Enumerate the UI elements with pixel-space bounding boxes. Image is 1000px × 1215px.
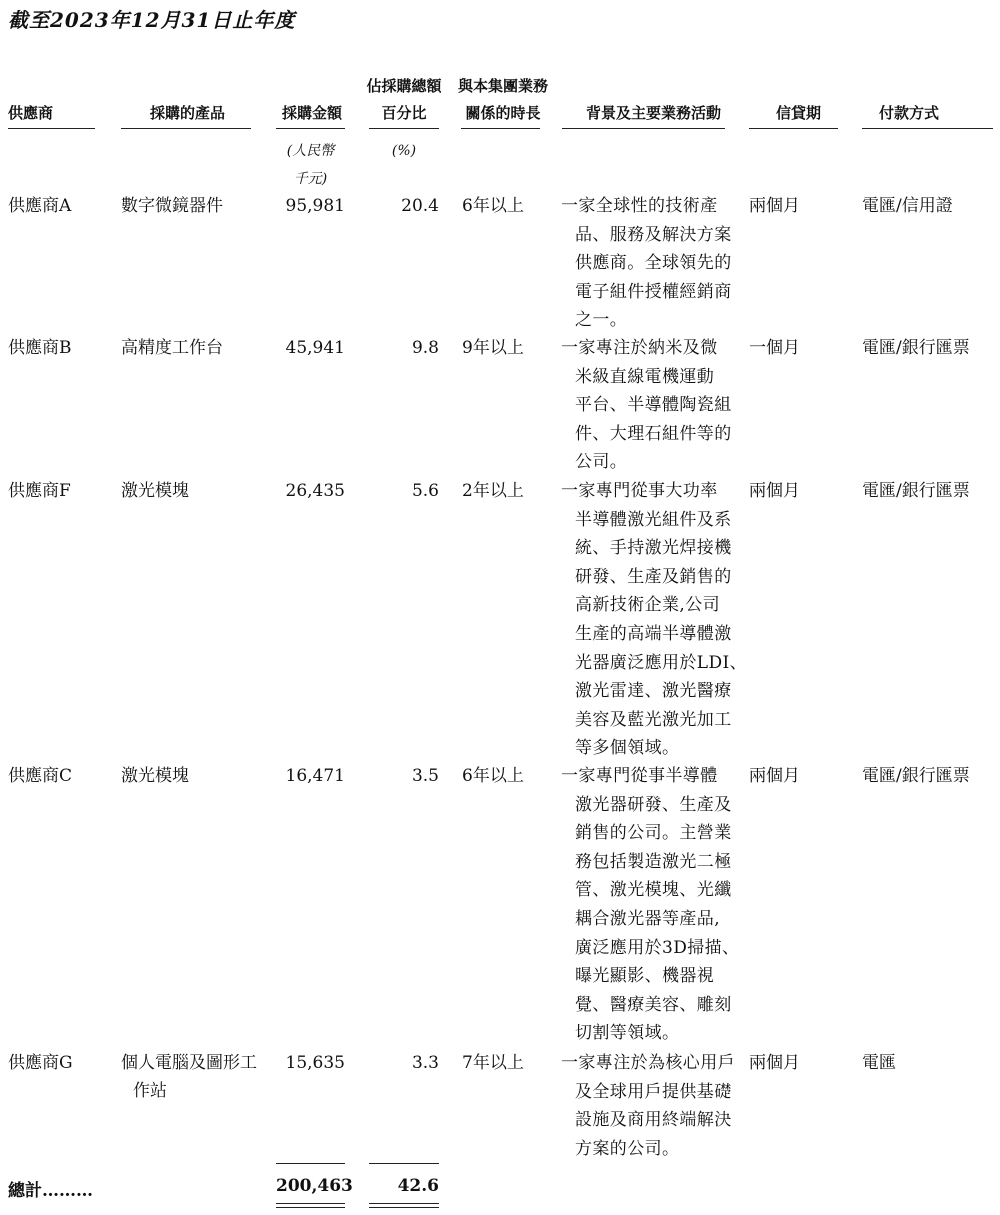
unit-amount-line2: 千元) xyxy=(293,171,328,187)
cell-credit: 兩個月 xyxy=(749,481,800,501)
cell-background-line: 平台、半導體陶瓷組 xyxy=(575,395,732,416)
cell-background-line: 之一。 xyxy=(575,310,628,331)
total-label: 總計 xyxy=(8,1181,42,1201)
cell-product xyxy=(121,192,223,220)
page-title: 截至2023年12月31日止年度 xyxy=(8,8,296,32)
cell-background-line: 公司。 xyxy=(575,452,628,473)
cell-relationship: 6年以上 xyxy=(462,766,524,786)
cell-background-line: 半導體激光組件及系 xyxy=(575,509,732,530)
header-rule-supplier xyxy=(8,128,95,129)
cell-background-line: 務包括製造激光二極 xyxy=(575,851,732,872)
cell-percentage: 20.4 xyxy=(401,196,439,216)
header-rule-payment xyxy=(862,128,993,129)
cell-payment: 電匯 xyxy=(862,1053,896,1073)
header-rule-product xyxy=(121,128,251,129)
cell-background-line: 電子組件授權經銷商 xyxy=(575,281,732,302)
cell-percentage: 9.8 xyxy=(411,338,439,358)
header-amount: 採購金額 xyxy=(282,104,343,122)
cell-background-line: 激光器研發、生產及 xyxy=(575,794,732,815)
header-credit: 信貸期 xyxy=(776,104,822,122)
cell-product-line: 激光模塊 xyxy=(121,481,189,501)
cell-background-line: 耦合激光器等產品, xyxy=(575,908,721,929)
cell-relationship: 7年以上 xyxy=(462,1053,524,1073)
cell-background xyxy=(561,762,739,1048)
header-supplier: 供應商 xyxy=(8,104,54,122)
header-rule-percentage xyxy=(369,128,439,129)
cell-background-line: 光器廣泛應用於LDI、 xyxy=(575,652,748,673)
total-row xyxy=(8,1176,93,1201)
cell-background-line: 件、大理石組件等的 xyxy=(575,423,732,444)
cell-supplier: 供應商C xyxy=(8,766,73,786)
header-rule-relationship xyxy=(461,128,540,129)
header-percentage-line2: 百分比 xyxy=(381,104,427,122)
header-percentage-line1: 佔採購總額 xyxy=(366,77,442,95)
cell-product-line: 數字微鏡器件 xyxy=(121,196,223,216)
cell-product-line: 作站 xyxy=(133,1081,167,1101)
cell-background xyxy=(561,334,732,477)
cell-payment: 電匯/信用證 xyxy=(862,196,953,216)
cell-background-line: 設施及商用終端解決 xyxy=(575,1110,732,1131)
cell-amount: 15,635 xyxy=(285,1053,345,1073)
cell-payment: 電匯/銀行匯票 xyxy=(862,338,970,358)
cell-amount: 95,981 xyxy=(285,196,345,216)
cell-payment: 電匯/銀行匯票 xyxy=(862,481,970,501)
total-double-rule-amount xyxy=(276,1203,345,1208)
cell-background-line: 廣泛應用於3D掃描、 xyxy=(575,937,740,958)
cell-amount: 16,471 xyxy=(285,766,345,786)
cell-percentage: 3.3 xyxy=(411,1053,439,1073)
header-rule-credit xyxy=(749,128,838,129)
cell-relationship: 6年以上 xyxy=(462,196,524,216)
cell-background-line: 一家專注於納米及微 xyxy=(561,338,718,358)
cell-payment: 電匯/銀行匯票 xyxy=(862,766,970,786)
unit-percentage: (%) xyxy=(391,143,417,159)
cell-background-line: 及全球用戶提供基礎 xyxy=(575,1081,732,1102)
cell-background xyxy=(561,477,747,763)
cell-product xyxy=(121,334,223,362)
cell-background-line: 生產的高端半導體激 xyxy=(575,623,732,644)
cell-background-line: 一家專門從事大功率 xyxy=(561,481,718,501)
total-double-rule-percentage xyxy=(369,1203,439,1208)
unit-amount-line1: (人民幣 xyxy=(286,143,335,159)
cell-supplier: 供應商G xyxy=(8,1053,73,1073)
cell-background-line: 統、手持激光焊接機 xyxy=(575,538,732,559)
header-payment: 付款方式 xyxy=(879,104,940,122)
cell-relationship: 9年以上 xyxy=(462,338,524,358)
cell-background-line: 覺、醫療美容、雕刻 xyxy=(575,994,732,1015)
cell-supplier: 供應商A xyxy=(8,196,72,216)
cell-credit: 兩個月 xyxy=(749,196,800,216)
cell-background-line: 激光雷達、激光醫療 xyxy=(575,681,732,702)
cell-credit: 兩個月 xyxy=(749,766,800,786)
cell-background-line: 管、激光模塊、光纖 xyxy=(575,880,732,901)
cell-background-line: 品、服務及解決方案 xyxy=(575,224,732,245)
cell-product-line: 高精度工作台 xyxy=(121,338,223,358)
total-amount: 200,463 xyxy=(276,1176,353,1196)
header-background: 背景及主要業務活動 xyxy=(586,104,722,122)
cell-background-line: 米級直線電機運動 xyxy=(575,366,715,387)
cell-background-line: 等多個領域。 xyxy=(575,738,680,759)
cell-background-line: 方案的公司。 xyxy=(575,1138,680,1159)
cell-background-line: 研發、生產及銷售的 xyxy=(575,566,732,587)
cell-relationship: 2年以上 xyxy=(462,481,524,501)
cell-background-line: 曝光顯影、機器視 xyxy=(575,966,715,987)
header-rule-amount xyxy=(276,128,345,129)
cell-background-line: 切割等領域。 xyxy=(575,1023,680,1044)
cell-amount: 45,941 xyxy=(285,338,345,358)
cell-product xyxy=(121,477,189,505)
header-relationship-line1: 與本集團業務 xyxy=(457,77,548,95)
cell-background-line: 一家專注於為核心用戶 xyxy=(561,1053,735,1073)
total-percentage: 42.6 xyxy=(397,1176,439,1196)
total-leader-dots: ……… xyxy=(42,1181,93,1201)
cell-product xyxy=(121,1049,257,1105)
header-relationship-line2: 關係的時長 xyxy=(465,104,541,122)
cell-background-line: 供應商。全球領先的 xyxy=(575,253,732,274)
cell-background-line: 美容及藍光激光加工 xyxy=(575,709,732,730)
cell-product-line: 個人電腦及圖形工 xyxy=(121,1053,257,1073)
cell-background-line: 一家專門從事半導體 xyxy=(561,766,718,786)
cell-background-line: 銷售的公司。主營業 xyxy=(575,823,732,844)
cell-product-line: 激光模塊 xyxy=(121,766,189,786)
cell-percentage: 3.5 xyxy=(411,766,439,786)
cell-product xyxy=(121,762,189,790)
total-top-rule-percentage xyxy=(369,1163,439,1164)
cell-credit: 兩個月 xyxy=(749,1053,800,1073)
header-relationship xyxy=(457,73,549,127)
cell-supplier: 供應商F xyxy=(8,481,71,501)
cell-credit: 一個月 xyxy=(749,338,800,358)
cell-percentage: 5.6 xyxy=(411,481,439,501)
cell-background xyxy=(561,192,732,335)
cell-amount: 26,435 xyxy=(285,481,345,501)
header-product: 採購的產品 xyxy=(150,104,226,122)
cell-background-line: 高新技術企業,公司 xyxy=(575,595,721,616)
unit-amount xyxy=(276,137,345,193)
header-rule-background xyxy=(562,128,725,129)
cell-background xyxy=(561,1049,735,1163)
header-percentage xyxy=(366,73,442,127)
cell-background-line: 一家全球性的技術產 xyxy=(561,196,718,216)
total-top-rule-amount xyxy=(276,1163,345,1164)
cell-supplier: 供應商B xyxy=(8,338,72,358)
